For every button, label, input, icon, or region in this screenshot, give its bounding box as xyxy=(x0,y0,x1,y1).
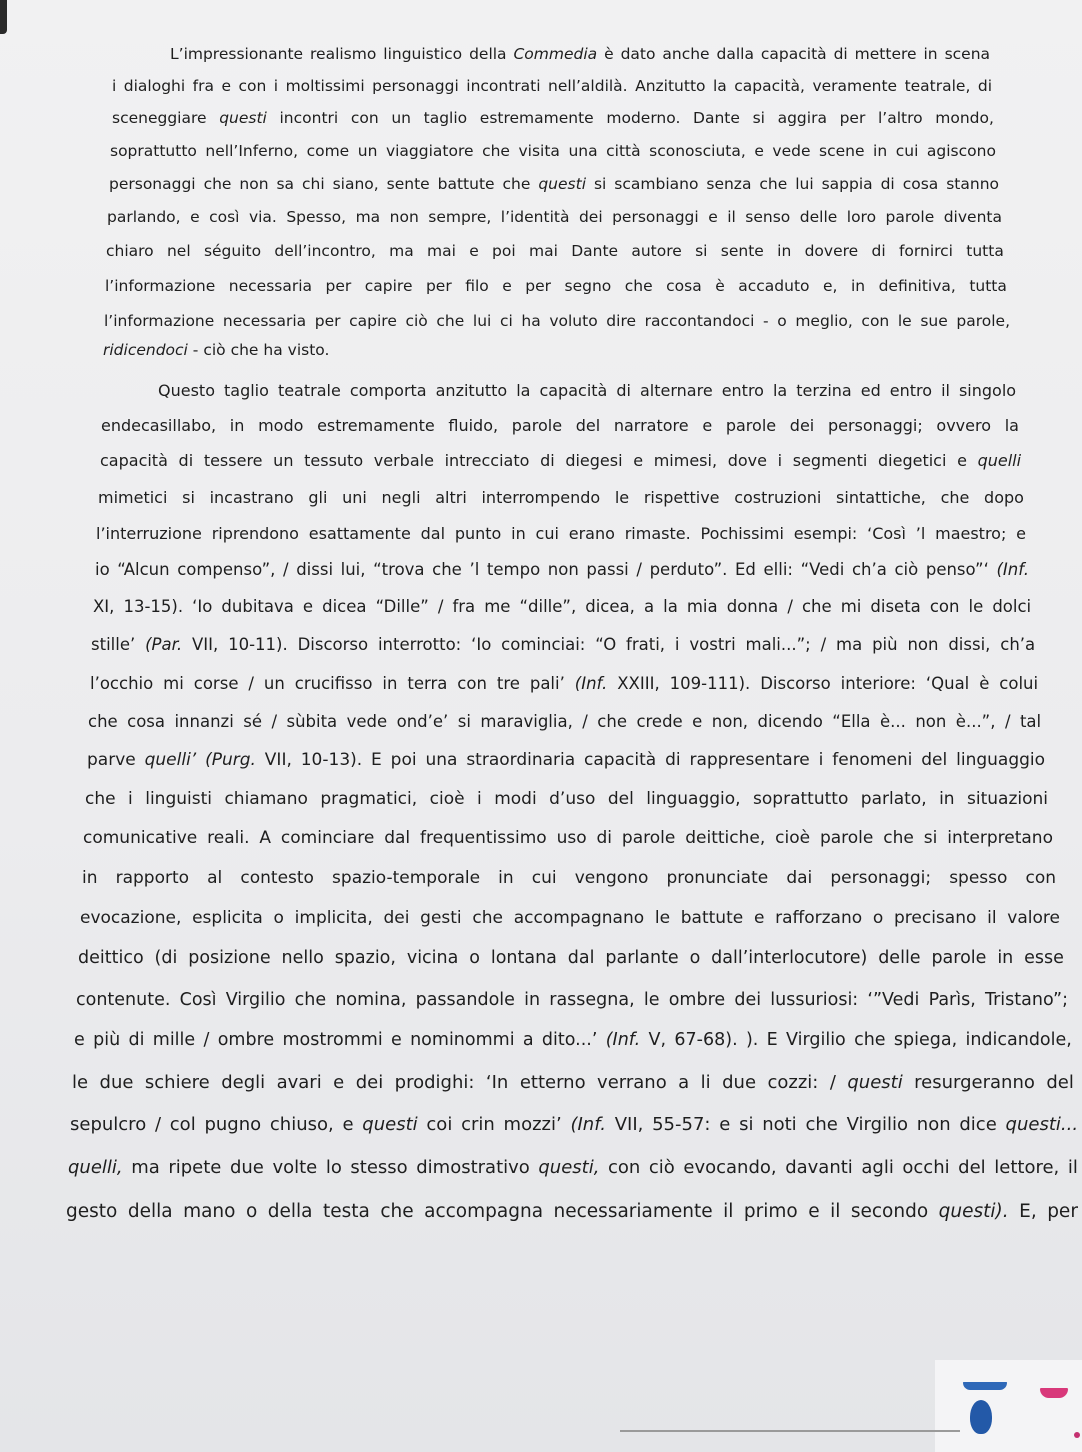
text-line-29: le due schiere degli avari e dei prodighi: ‘In etterno verrano a li due cozzi: / questi resurgeranno del xyxy=(72,1072,1074,1093)
text-line-13: capacità di tessere un tessuto verbale intrecciato di diegesi e mimesi, dove i segmenti diegetici e quelli xyxy=(100,451,1022,470)
text-line-18: stille’ (Par. VII, 10-11). Discorso interrotto: ‘Io cominciai: “O frati, i vostri mali...”; / ma più non dissi, ch’a xyxy=(91,635,1036,654)
text-line-5: personaggi che non sa chi siano, sente battute che questi si scambiano senza che lui sappia di cosa stanno xyxy=(109,175,1000,193)
text-line-31: quelli, ma ripete due volte lo stesso dimostrativo questi, con ciò evocando, davanti agli occhi del lettore, il xyxy=(68,1157,1078,1178)
desk-surface xyxy=(935,1360,1082,1452)
text-line-1: L’impressionante realismo linguistico della Commedia è dato anche dalla capacità di mettere in scena xyxy=(170,45,991,63)
text-line-12: endecasillabo, in modo estremamente fluido, parole del narratore e parole dei personaggi; ovvero la xyxy=(101,416,1019,435)
text-line-16: io “Alcun compenso”, / dissi lui, “trova che ’l tempo non passi / perduto”. Ed elli: “Vedi ch’a ciò penso”‘ (Inf. xyxy=(95,560,1029,579)
text-line-11: Questo taglio teatrale comporta anzitutto la capacità di alternare entro la terzina ed entro il singolo xyxy=(158,381,1017,400)
text-line-15: l’interruzione riprendono esattamente dal punto in cui erano rimaste. Pochissimi esempi: ‘Così ’l maestro; e xyxy=(96,524,1027,543)
text-line-30: sepulcro / col pugno chiuso, e questi coi crin mozzi’ (Inf. VII, 55-57: e si noti che Virgilio non dice questi... xyxy=(70,1114,1079,1135)
blue-tab-icon xyxy=(963,1382,1007,1390)
blue-drop-icon xyxy=(970,1400,992,1434)
text-line-14: mimetici si incastrano gli uni negli altri interrompendo le rispettive costruzioni sintattiche, che dopo xyxy=(98,488,1024,507)
text-line-17: XI, 13-15). ‘Io dubitava e dicea “Dille” / fra me “dille”, dicea, a la mia donna / che mi diseta con le dolci xyxy=(93,597,1032,616)
text-line-10-content: ridicendoci - ciò che ha visto. xyxy=(103,341,330,359)
text-line-10 xyxy=(103,340,503,360)
text-line-19: l’occhio mi corse / un crucifisso in terra con tre pali’ (Inf. XXIII, 109-111). Discorso interiore: ‘Qual è colui xyxy=(90,674,1039,693)
text-line-2: i dialoghi fra e con i moltissimi personaggi incontrati nell’aldilà. Anzitutto la capacità, veramente teatrale, di xyxy=(112,77,993,95)
text-line-23: comunicative reali. A cominciare dal frequentissimo uso di parole deittiche, cioè parole che si interpretano xyxy=(83,828,1053,848)
text-line-26: deittico (di posizione nello spazio, vicina o lontana dal parlante o dall’interlocutore) delle parole in esse xyxy=(78,948,1064,968)
text-line-25: evocazione, esplicita o implicita, dei gesti che accompagnano le battute e rafforzano o precisano il valore xyxy=(80,908,1060,928)
page-edge-line xyxy=(620,1430,960,1432)
text-line-3: sceneggiare questi incontri con un taglio estremamente moderno. Dante si aggira per l’altro mondo, xyxy=(112,109,994,127)
text-line-24: in rapporto al contesto spazio-temporale in cui vengono pronunciate dai personaggi; spesso con xyxy=(82,868,1057,888)
text-line-27: contenute. Così Virgilio che nomina, passandole in rassegna, le ombre dei lussuriosi: ‘”Vedi Parìs, Tristano”; xyxy=(76,990,1068,1010)
text-line-7: chiaro nel séguito dell’incontro, ma mai e poi mai Dante autore si sente in dovere di fornirci tutta xyxy=(106,242,1004,260)
text-line-32: gesto della mano o della testa che accompagna necessariamente il primo e il secondo questi). E, per xyxy=(66,1201,1078,1222)
text-line-22: che i linguisti chiamano pragmatici, cioè i modi d’uso del linguaggio, soprattutto parlato, in situazioni xyxy=(85,789,1048,809)
pink-tab-icon xyxy=(1040,1388,1068,1398)
text-line-9: l’informazione necessaria per capire ciò che lui ci ha voluto dire raccontandoci - o meglio, con le sue parole, xyxy=(104,312,1010,330)
text-line-28: e più di mille / ombre mostrommi e nominommi a dito...’ (Inf. V, 67-68). ). E Virgilio che spiega, indicandole, xyxy=(74,1030,1072,1050)
text-line-8: l’informazione necessaria per capire per filo e per segno che cosa è accaduto e, in definitiva, tutta xyxy=(105,277,1007,295)
pink-dot-icon xyxy=(1074,1432,1080,1438)
text-line-4: soprattutto nell’Inferno, come un viaggiatore che visita una città sconosciuta, e vede scene in cui agiscono xyxy=(110,142,996,160)
text-line-6: parlando, e così via. Spesso, ma non sempre, l’identità dei personaggi e il senso delle loro parole diventa xyxy=(107,208,1002,226)
text-line-20: che cosa innanzi sé / sùbita vede ond’e’ si maraviglia, / che crede e non, dicendo “Ella è... non è...”, / tal xyxy=(88,712,1042,731)
text-line-21: parve quelli’ (Purg. VII, 10-13). E poi una straordinaria capacità di rappresentare i fenomeni del linguaggio xyxy=(87,750,1046,770)
